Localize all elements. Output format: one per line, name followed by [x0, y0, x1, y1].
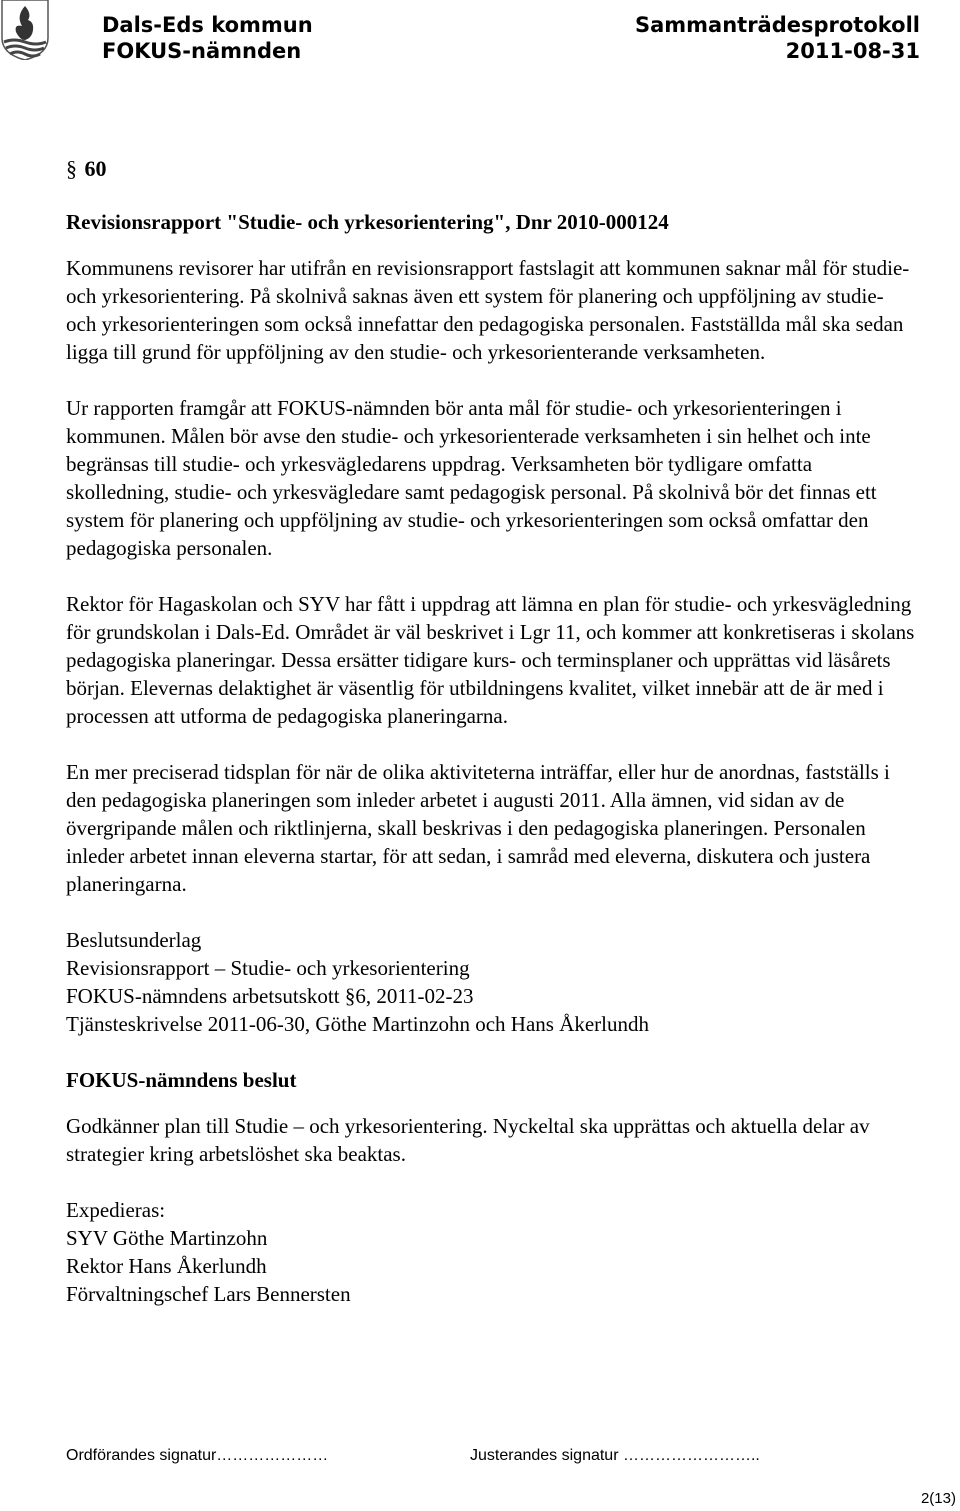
header-committee: FOKUS-nämnden — [102, 39, 302, 63]
header-left — [102, 12, 313, 64]
municipality-logo-icon — [0, 0, 50, 60]
section-symbol: § — [66, 156, 77, 181]
paragraph-4: En mer preciserad tidsplan för när de olika aktiviteterna inträffar, eller hur de anordnas, fastställs i den pedagogiska planeringen som inleder arbetet i augusti 2011. Alla ämnen, vid sidan av de övergripande målen och riktlinjerna, skall beskrivas i den pedagogiska planeringen. Personalen inleder arbetet innan eleverna startar, för att sedan, i samråd med eleverna, diskutera och justera planeringarna. — [66, 760, 890, 896]
decision-text: Godkänner plan till Studie – och yrkesorientering. Nyckeltal ska upprättas och aktuella delar av strategier kring arbetslöshet ska beaktas. — [66, 1114, 870, 1166]
header-date: 2011-08-31 — [785, 39, 920, 63]
adjuster-signature-line: Justerandes signatur …………………….. — [470, 1447, 760, 1464]
paragraph-2: Ur rapporten framgår att FOKUS-nämnden bör anta mål för studie- och yrkesorienteringen i kommunen. Målen bör avse den studie- och yrkesorienterade verksamheten i sin helhet och inte begränsas till studie- och yrkesvägledarens uppdrag. Verksamheten bör tydligare omfatta skolledning, studie- och yrkesvägledare samt pedagogisk personal. På skolnivå bör det finnas ett system för planering och uppföljning av studie- och yrkesorienteringen som också omfattar den pedagogiska personalen. — [66, 396, 877, 560]
dispatch-recipient: Förvaltningschef Lars Bennersten — [66, 1282, 351, 1306]
header-right — [635, 12, 920, 64]
dispatch-recipient: Rektor Hans Åkerlundh — [66, 1254, 267, 1278]
header-doc-type: Sammanträdesprotokoll — [634, 13, 920, 37]
paragraph-3: Rektor för Hagaskolan och SYV har fått i uppdrag att lämna en plan för studie- och yrkesvägledning för grundskolan i Dals-Ed. Området är väl beskrivet i Lgr 11, och kommer att konkretiseras i skolans pedagogiska planeringar. Dessa ersätter tidigare kurs- och terminsplaner och upprättas vid läsårets början. Elevernas delaktighet är väsentlig för utbildningens kvalitet, vilket innebär att de är med i processen att utforma de pedagogiska planeringarna. — [66, 592, 915, 728]
header-org: Dals-Eds kommun — [102, 13, 313, 37]
document-body — [66, 208, 916, 1308]
basis-item: Tjänsteskrivelse 2011-06-30, Göthe Martinzohn och Hans Åkerlundh — [66, 1012, 650, 1036]
dispatch-recipient: SYV Göthe Martinzohn — [66, 1226, 268, 1250]
basis-item: FOKUS-nämndens arbetsutskott §6, 2011-02-23 — [66, 984, 474, 1008]
decision-basis — [66, 926, 916, 1038]
basis-heading: Beslutsunderlag — [66, 928, 202, 952]
decision-heading: FOKUS-nämndens beslut — [66, 1068, 297, 1092]
chair-signature-line: Ordförandes signatur………………… — [66, 1447, 329, 1464]
section-number: 60 — [84, 156, 107, 181]
basis-item: Revisionsrapport – Studie- och yrkesorientering — [66, 956, 470, 980]
page-number: 2(13) — [920, 1490, 956, 1507]
dispatch-list — [66, 1196, 916, 1308]
item-title: Revisionsrapport "Studie- och yrkesorientering", Dnr 2010-000124 — [66, 210, 669, 234]
section-heading — [66, 156, 107, 182]
paragraph-1: Kommunens revisorer har utifrån en revisionsrapport fastslagit att kommunen saknar mål för studie- och yrkesorientering. På skolnivå saknas även ett system för planering och uppföljning av studie- och yrkesorienteringen som också innefattar den pedagogiska personalen. Fastställda mål ska sedan ligga till grund för uppföljning av den studie- och yrkesorienterande verksamheten. — [66, 256, 910, 364]
dispatch-heading: Expedieras: — [66, 1198, 166, 1222]
